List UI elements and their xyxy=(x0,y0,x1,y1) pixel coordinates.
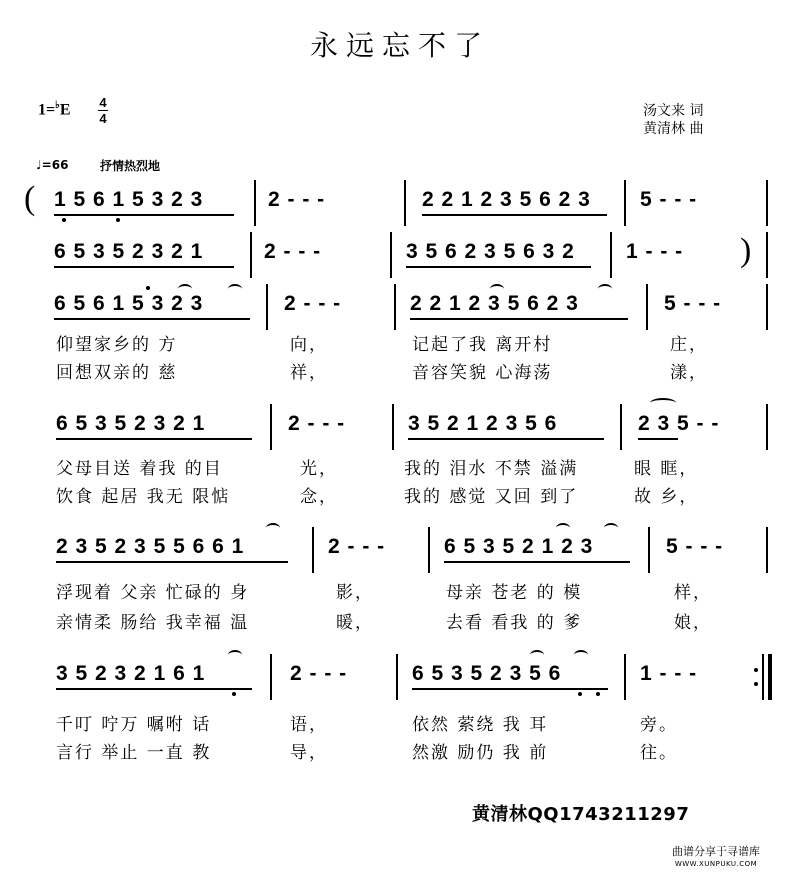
slur xyxy=(650,398,676,408)
barline xyxy=(646,284,648,330)
key-prefix: 1= xyxy=(38,101,56,119)
verse-row-3 xyxy=(0,535,800,575)
measure: 2 - - - xyxy=(290,662,348,685)
lyric: 往。 xyxy=(640,743,678,763)
measure: 6 5 6 1 5 3 2 3 xyxy=(54,292,204,315)
lyric: 父母目送 着我 的目 xyxy=(56,459,223,479)
barline xyxy=(624,180,626,226)
lyric: 去看 看我 的 爹 xyxy=(446,613,583,633)
slur xyxy=(574,650,588,660)
lyric: 旁。 xyxy=(640,715,678,735)
measure: 6 5 3 5 2 3 5 6 xyxy=(412,662,562,685)
lyric: 光， xyxy=(300,459,338,479)
lyricist: 汤文来 词 xyxy=(643,103,704,119)
low-octave-dot xyxy=(62,218,66,222)
underline xyxy=(444,561,630,563)
underline xyxy=(412,688,608,690)
barline xyxy=(270,654,272,700)
tempo-mark: ♩=66 xyxy=(36,158,69,172)
arranger-signature: 黄清林QQ1743211297 xyxy=(472,804,690,825)
time-signature xyxy=(98,96,108,125)
underline xyxy=(406,266,591,268)
measure: 2 - - - xyxy=(288,412,346,435)
key-note: E xyxy=(59,101,71,119)
low-octave-dot xyxy=(116,218,120,222)
underline xyxy=(408,438,604,440)
open-paren: ( xyxy=(24,180,36,217)
lyric: 仰望家乡的 方 xyxy=(56,335,178,355)
barline xyxy=(766,232,768,278)
measure: 2 3 5 2 3 5 5 6 6 1 xyxy=(56,535,245,558)
repeat-dot xyxy=(754,682,758,686)
lyric: 千叮 咛万 嘱咐 话 xyxy=(56,715,212,735)
underline xyxy=(56,438,252,440)
lyric: 娘， xyxy=(674,613,712,633)
verse-row-2 xyxy=(0,412,800,452)
measure: 2 3 5 - - xyxy=(638,412,720,435)
low-octave-dot xyxy=(596,692,600,696)
lyric: 祥， xyxy=(290,363,328,383)
low-octave-dot xyxy=(578,692,582,696)
composer: 黄清林 曲 xyxy=(643,121,704,137)
lyric: 我的 感觉 又回 到了 xyxy=(404,487,579,507)
close-paren: ) xyxy=(740,232,752,269)
barline xyxy=(250,232,252,278)
footer-url: WWW.XUNPUKU.COM xyxy=(674,860,758,868)
measure: 2 2 1 2 3 5 6 2 3 xyxy=(422,188,591,211)
barline xyxy=(394,284,396,330)
footer-line-1: 曲谱分享于寻谱库 xyxy=(672,845,760,858)
verse-row-4 xyxy=(0,662,800,702)
underline xyxy=(410,318,628,320)
measure: 5 - - - xyxy=(640,188,698,211)
measure: 5 - - - xyxy=(664,292,722,315)
barline xyxy=(762,654,764,700)
song-title: 永远忘不了 xyxy=(309,29,490,62)
measure: 6 5 3 5 2 3 2 1 xyxy=(54,240,204,263)
barline xyxy=(766,527,768,573)
barline xyxy=(766,180,768,226)
high-octave-dot xyxy=(146,286,150,290)
barline xyxy=(266,284,268,330)
lyric: 母亲 苍老 的 模 xyxy=(446,583,583,603)
intro-row-1 xyxy=(0,180,800,228)
measure: 1 - - - xyxy=(626,240,684,263)
lyric: 然激 励仍 我 前 xyxy=(412,743,549,763)
slur xyxy=(228,650,242,660)
lyric: 语， xyxy=(290,715,328,735)
flat-sign: ♭ xyxy=(55,100,60,111)
lyric: 饮食 起居 我无 限惦 xyxy=(56,487,231,507)
measure: 1 - - - xyxy=(640,662,698,685)
expression-mark: 抒情热烈地 xyxy=(100,159,161,173)
lyric: 影， xyxy=(336,583,374,603)
measure: 3 5 2 1 2 3 5 6 xyxy=(408,412,558,435)
lyric: 浮现着 父亲 忙碌的 身 xyxy=(56,583,250,603)
time-top: 4 xyxy=(99,95,107,110)
lyric: 故 乡， xyxy=(634,487,699,507)
barline xyxy=(392,404,394,450)
lyric: 亲情柔 肠给 我幸福 温 xyxy=(56,613,250,633)
underline xyxy=(56,688,252,690)
lyric: 导， xyxy=(290,743,328,763)
barline xyxy=(270,404,272,450)
measure: 3 5 2 3 2 1 6 1 xyxy=(56,662,206,685)
lyric: 眼 眶， xyxy=(634,459,699,479)
underline xyxy=(638,438,678,440)
key-signature xyxy=(38,100,71,119)
slur xyxy=(266,523,280,533)
lyric: 念， xyxy=(300,487,338,507)
lyric: 记起了我 离开村 xyxy=(412,335,553,355)
lyric: 向， xyxy=(290,335,328,355)
time-bottom: 4 xyxy=(99,111,107,126)
lyric: 言行 举止 一直 教 xyxy=(56,743,212,763)
final-barline xyxy=(768,654,772,700)
barline xyxy=(766,284,768,330)
low-octave-dot xyxy=(232,692,236,696)
measure: 5 - - - xyxy=(666,535,724,558)
underline xyxy=(54,214,234,216)
lyric: 漾， xyxy=(670,363,708,383)
measure: 2 - - - xyxy=(284,292,342,315)
barline xyxy=(648,527,650,573)
underline xyxy=(54,266,234,268)
slur xyxy=(178,284,192,294)
credits xyxy=(643,102,703,138)
slur xyxy=(530,650,544,660)
measure: 2 - - - xyxy=(264,240,322,263)
verse-row-1 xyxy=(0,292,800,332)
barline xyxy=(624,654,626,700)
lyric: 暖， xyxy=(336,613,374,633)
lyric: 样， xyxy=(674,583,712,603)
measure: 3 5 6 2 3 5 6 3 2 xyxy=(406,240,575,263)
slur xyxy=(490,284,504,294)
lyric: 我的 泪水 不禁 溢满 xyxy=(404,459,579,479)
lyric: 庄， xyxy=(670,335,708,355)
measure: 6 5 3 5 2 3 2 1 xyxy=(56,412,206,435)
lyric: 依然 萦绕 我 耳 xyxy=(412,715,549,735)
slur xyxy=(604,523,618,533)
underline xyxy=(56,561,288,563)
slur xyxy=(228,284,242,294)
barline xyxy=(396,654,398,700)
barline xyxy=(312,527,314,573)
lyric: 回想双亲的 慈 xyxy=(56,363,178,383)
measure: 6 5 3 5 2 1 2 3 xyxy=(444,535,594,558)
barline xyxy=(390,232,392,278)
measure: 2 - - - xyxy=(328,535,386,558)
underline xyxy=(54,318,250,320)
slur xyxy=(598,284,612,294)
barline xyxy=(610,232,612,278)
watermark-footer xyxy=(640,845,792,871)
underline xyxy=(422,214,607,216)
measure: 1 5 6 1 5 3 2 3 xyxy=(54,188,204,211)
measure: 2 2 1 2 3 5 6 2 3 xyxy=(410,292,579,315)
barline xyxy=(254,180,256,226)
barline xyxy=(404,180,406,226)
barline xyxy=(766,404,768,450)
measure: 2 - - - xyxy=(268,188,326,211)
intro-row-2 xyxy=(0,232,800,280)
barline xyxy=(428,527,430,573)
barline xyxy=(620,404,622,450)
repeat-dot xyxy=(754,668,758,672)
slur xyxy=(556,523,570,533)
lyric: 音容笑貌 心海荡 xyxy=(412,363,553,383)
